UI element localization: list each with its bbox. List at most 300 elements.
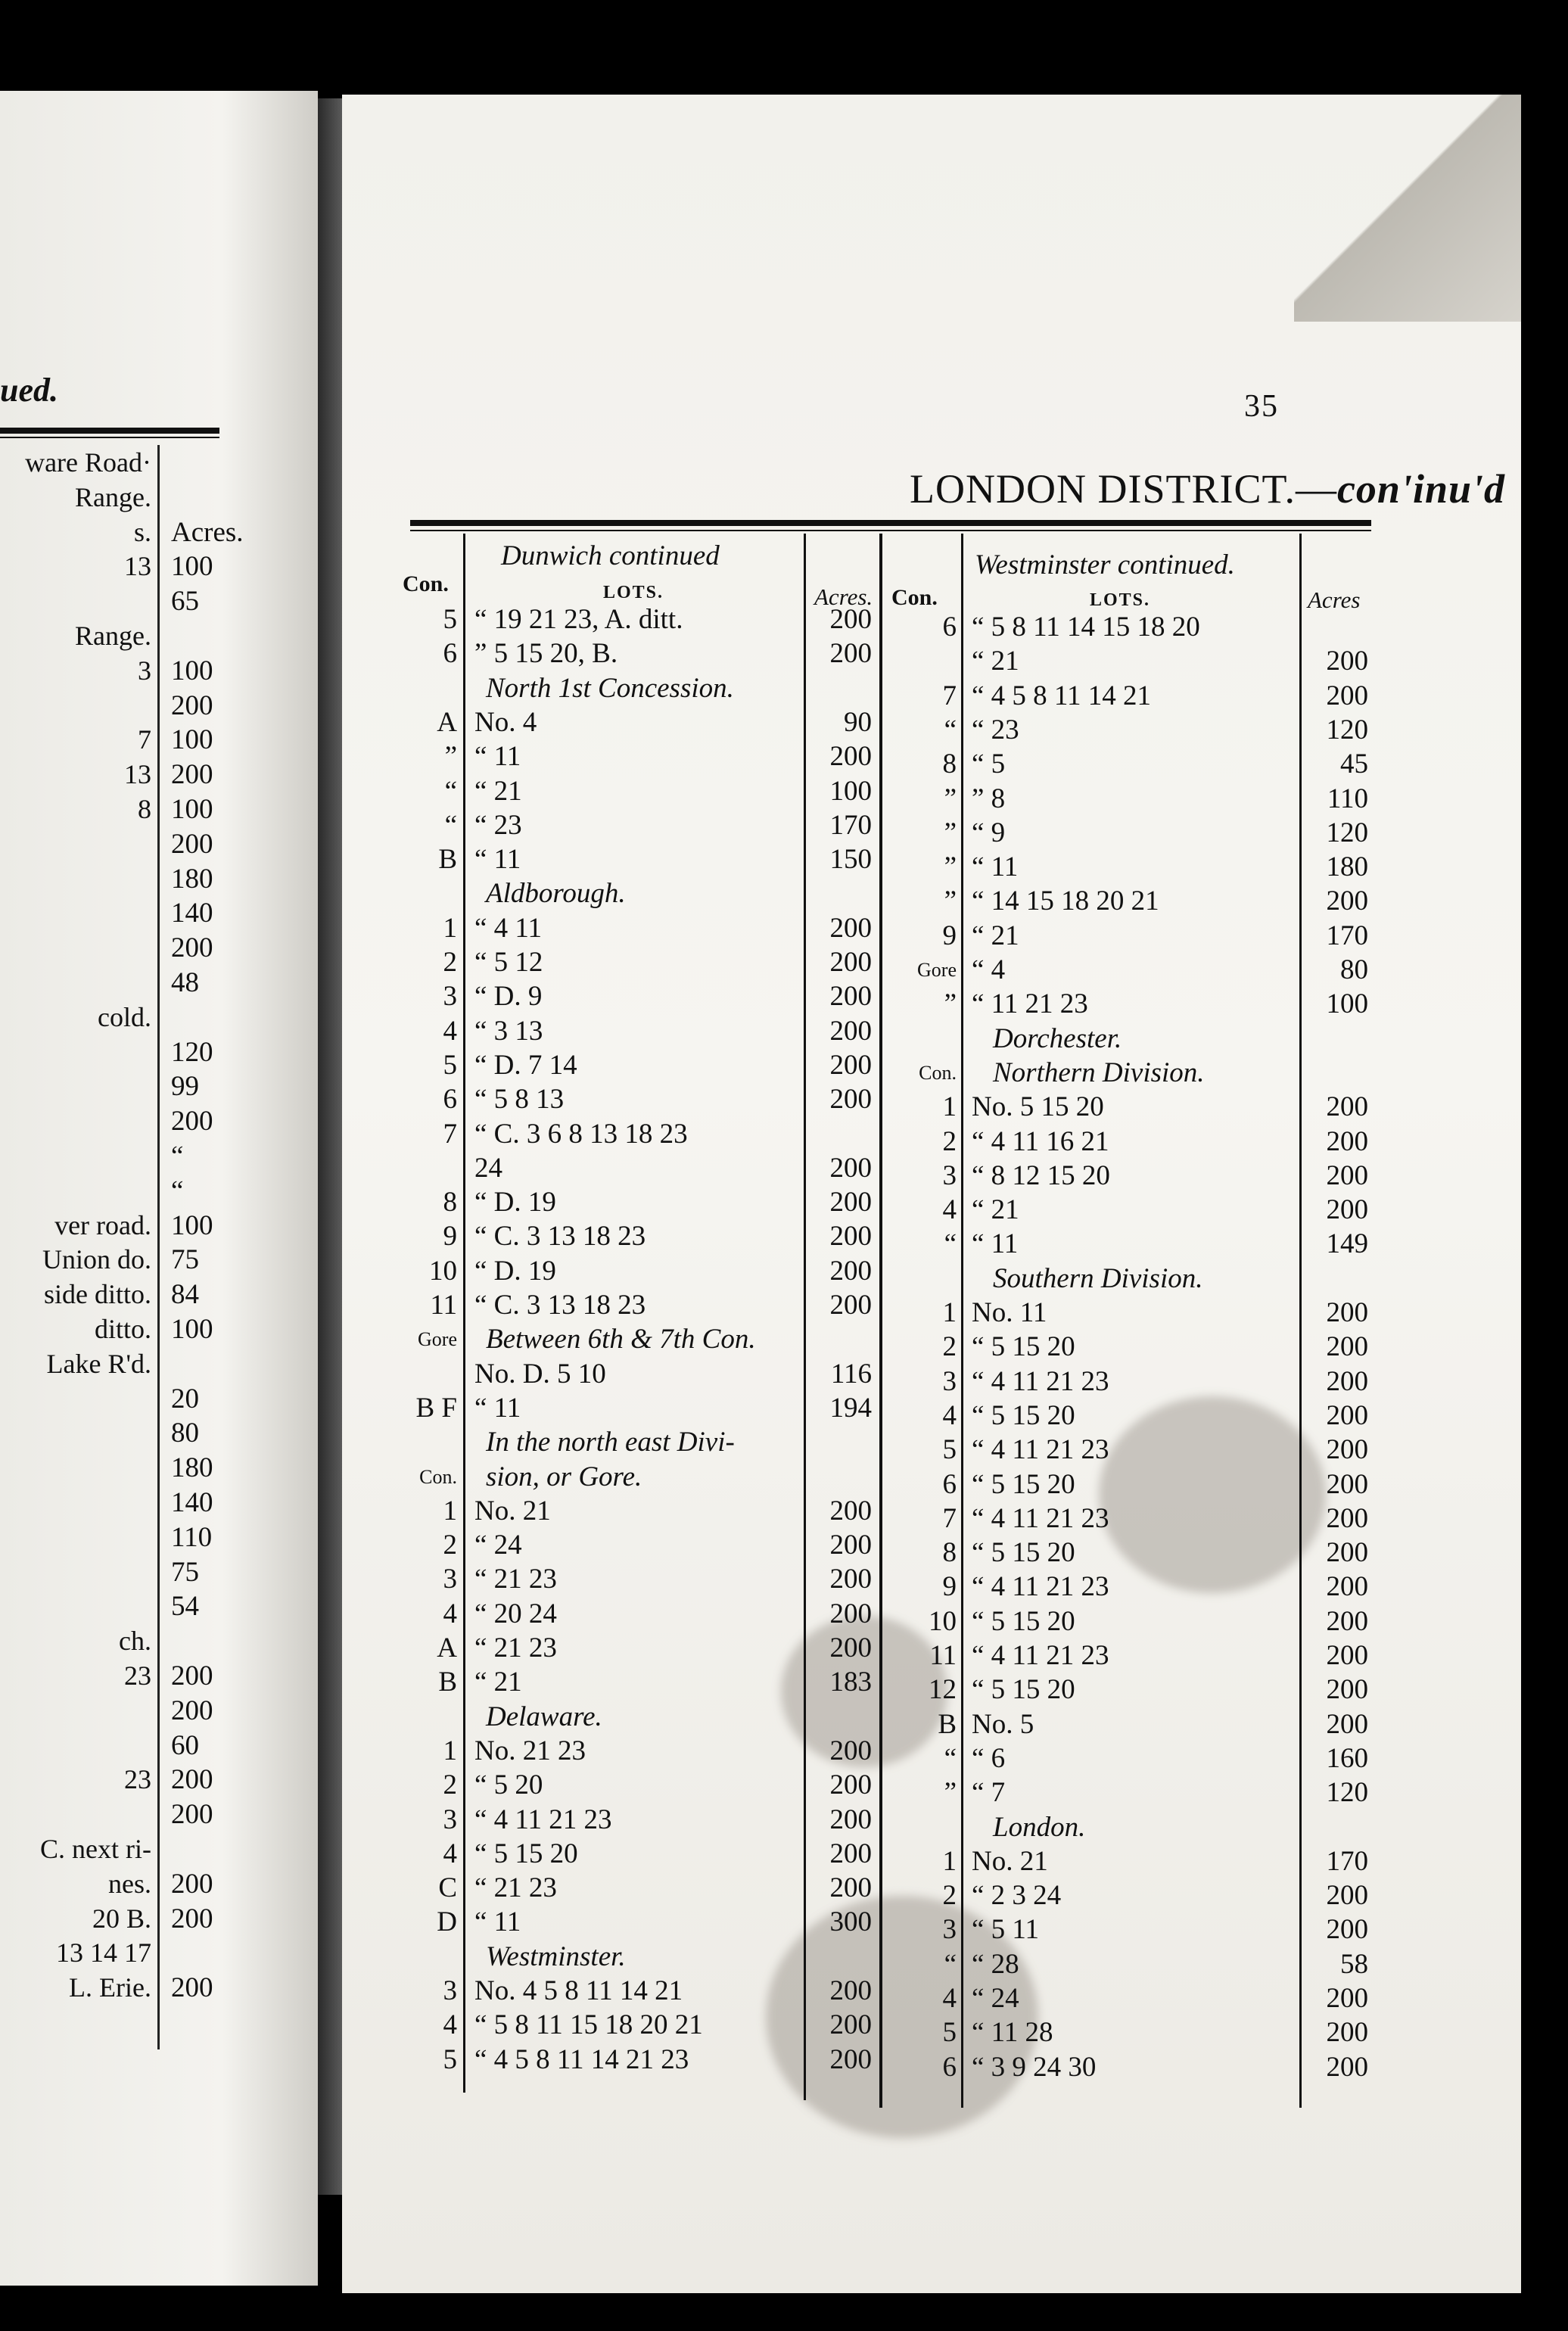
col2-con-cell: 2 — [942, 1880, 957, 1912]
col2-lots-cell: “ 5 15 20 — [972, 1331, 1075, 1363]
col1-con-cell: Gore — [418, 1328, 457, 1351]
col1-acres-cell: 200 — [829, 1803, 872, 1835]
col1-lots-cell: “ 5 8 11 15 18 20 21 — [474, 2009, 703, 2041]
col1-con-cell: 5 — [443, 1049, 457, 1081]
previous-page-acres: 54 — [171, 1591, 199, 1623]
col2-acres-cell: 200 — [1326, 1297, 1368, 1328]
col2-con-cell: 9 — [942, 920, 957, 951]
previous-page-text: 13 14 17 — [56, 1937, 151, 1968]
col1-con-cell: 5 — [443, 2043, 457, 2075]
col2-con-cell: ” — [944, 783, 957, 814]
col1-acres-cell: 116 — [830, 1358, 872, 1390]
col2-lots-cell: No. 5 — [972, 1708, 1034, 1740]
previous-page-acres: 100 — [171, 794, 213, 825]
col1-acres-cell: 194 — [829, 1392, 872, 1424]
col2-lots-cell: No. 11 — [972, 1297, 1047, 1328]
previous-page-acres: 200 — [171, 759, 213, 791]
col2-acres-cell: 200 — [1326, 1331, 1368, 1363]
col2-con-cell: 5 — [942, 1434, 957, 1466]
previous-page-acres: 80 — [171, 1418, 199, 1449]
center-divider — [879, 534, 882, 2108]
col1-acres-cell: 200 — [829, 741, 872, 773]
col1-con-cell: 6 — [443, 638, 457, 670]
col1-lots-cell: “ 11 — [474, 844, 521, 876]
col1-acres-cell: 200 — [829, 1564, 872, 1595]
col2-acres-cell: 200 — [1326, 2017, 1368, 2049]
page-number: 35 — [1244, 389, 1279, 424]
previous-page-text: 3 — [138, 655, 151, 686]
col2-lots-cell: ” 8 — [972, 783, 1006, 814]
header-rule-thick — [410, 520, 1371, 526]
previous-page-text: 7 — [138, 724, 151, 755]
col2-acres-cell: 200 — [1326, 1194, 1368, 1226]
col1-acres-cell: 200 — [829, 1152, 872, 1184]
col2-con-divider — [961, 534, 963, 2108]
col1-lots-cell: “ C. 3 13 18 23 — [474, 1290, 646, 1321]
col1-lots-cell: “ 4 11 21 23 — [474, 1803, 612, 1835]
col2-con-cell: ” — [944, 851, 957, 883]
col1-con-cell: 11 — [430, 1290, 457, 1321]
col1-section-heading: In the north east Divi- — [486, 1427, 735, 1458]
previous-page-acres: 75 — [171, 1244, 199, 1276]
col2-acres-cell: 180 — [1326, 851, 1368, 883]
previous-page-acres: “ — [171, 1141, 184, 1172]
col1-lots-cell: “ 24 — [474, 1530, 522, 1561]
col2-con-cell: ” — [944, 988, 957, 1020]
col2-lots-cell: “ 4 — [972, 954, 1006, 985]
previous-page-acres: 20 — [171, 1383, 199, 1414]
page-35 — [342, 95, 1521, 2293]
col2-con-cell: 9 — [942, 1571, 957, 1603]
col2-con-cell: 8 — [942, 748, 957, 780]
previous-page-acres: 110 — [171, 1521, 213, 1553]
col2-con-cell: 6 — [942, 1468, 957, 1500]
col1-lots-cell: “ D. 19 — [474, 1187, 556, 1218]
previous-page-text: cold. — [98, 1001, 151, 1032]
page-title-main: LONDON DISTRICT.— — [910, 466, 1337, 512]
col2-con-cell: 3 — [942, 1365, 957, 1397]
col1-lots-cell: “ 11 — [474, 1392, 521, 1424]
col1-con-cell: “ — [444, 775, 457, 807]
col1-con-cell: A — [437, 1632, 457, 1663]
col1-acres-cell: 100 — [829, 775, 872, 807]
col1-section-heading: Between 6th & 7th Con. — [486, 1324, 756, 1355]
col2-con-cell: Gore — [917, 959, 957, 981]
col1-lots-cell: “ 5 12 — [474, 947, 543, 978]
col1-con-cell: ” — [444, 741, 457, 773]
col1-acres-cell: 200 — [829, 1495, 872, 1527]
col1-acres-cell: 300 — [829, 1906, 872, 1938]
col1-section-heading: sion, or Gore. — [486, 1461, 642, 1492]
col1-con-cell: D — [437, 1906, 457, 1938]
col2-lots-cell: “ 6 — [972, 1742, 1006, 1774]
col2-acres-cell: 149 — [1326, 1228, 1368, 1260]
col1-con-cell: 10 — [429, 1255, 457, 1287]
previous-page-text: s. — [133, 516, 151, 547]
col1-acres-header: Acres. — [814, 584, 873, 610]
col2-con-cell: 11 — [929, 1640, 957, 1671]
previous-page-acres: 65 — [171, 586, 199, 618]
col2-con-cell: 8 — [942, 1537, 957, 1569]
previous-page-acres: 100 — [171, 655, 213, 686]
col2-lots-cell: “ 4 11 16 21 — [972, 1125, 1109, 1157]
previous-page-acres: 120 — [171, 1036, 213, 1068]
col2-acres-header: Acres — [1308, 587, 1361, 613]
col2-con-cell: ” — [944, 817, 957, 848]
previous-page-acres: 200 — [171, 1764, 213, 1796]
col2-lots-cell: “ 9 — [972, 817, 1006, 848]
previous-page-acres: 200 — [171, 1695, 213, 1726]
col1-con-cell: 3 — [443, 1975, 457, 2006]
previous-page-text: ditto. — [94, 1314, 151, 1344]
previous-page-acres: 200 — [171, 828, 213, 860]
col2-con-cell: 1 — [942, 1845, 957, 1877]
col2-con-cell: 1 — [942, 1091, 957, 1123]
col2-section-heading: Dorchester. — [993, 1022, 1122, 1054]
col1-lots-cell: “ C. 3 13 18 23 — [474, 1221, 646, 1253]
col2-lots-cell: “ 5 15 20 — [972, 1537, 1075, 1569]
col1-con-cell: B — [438, 844, 457, 876]
book-gutter — [318, 98, 342, 2195]
col1-acres-cell: 170 — [829, 809, 872, 841]
col1-acres-cell: 200 — [829, 981, 872, 1013]
previous-page-acres: 60 — [171, 1729, 199, 1761]
col2-lots-cell: No. 21 — [972, 1845, 1048, 1877]
previous-page-text: Union do. — [42, 1244, 151, 1275]
col1-lots-cell: “ 19 21 23, A. ditt. — [474, 604, 683, 635]
col2-acres-cell: 200 — [1326, 1605, 1368, 1637]
col2-lots-cell: “ 7 — [972, 1777, 1006, 1809]
col1-acres-cell: 200 — [829, 1975, 872, 2006]
col2-lots-cell: “ 24 — [972, 1983, 1019, 2014]
col1-con-cell: Con. — [419, 1465, 457, 1488]
col2-acres-cell: 80 — [1340, 954, 1368, 985]
col1-acres-cell: 200 — [829, 1769, 872, 1801]
col2-acres-cell: 170 — [1326, 920, 1368, 951]
col1-section-heading: Aldborough. — [486, 878, 626, 910]
col2-con-cell: ” — [944, 1777, 957, 1809]
previous-page-acres: 200 — [171, 1972, 213, 2004]
col2-acres-cell: 200 — [1326, 1640, 1368, 1671]
col2-con-cell: “ — [944, 1742, 957, 1774]
water-stain — [1099, 1396, 1326, 1593]
col2-con-cell: 10 — [929, 1605, 957, 1637]
col2-lots-cell: “ 4 11 21 23 — [972, 1434, 1109, 1466]
col1-con-cell: 3 — [443, 1803, 457, 1835]
col1-acres-cell: 200 — [829, 947, 872, 978]
previous-page-text: 8 — [138, 794, 151, 824]
col1-con-cell: 5 — [443, 604, 457, 635]
col2-acres-cell: 200 — [1326, 1880, 1368, 1912]
col2-acres-cell: 120 — [1326, 1777, 1368, 1809]
col2-acres-cell: 200 — [1326, 1399, 1368, 1431]
col1-township-header: Dunwich continued — [501, 540, 720, 571]
col1-acres-cell: 200 — [829, 1049, 872, 1081]
col2-con-cell: 12 — [929, 1674, 957, 1706]
col2-acres-cell: 200 — [1326, 1159, 1368, 1191]
col1-lots-cell: No. 4 — [474, 706, 537, 738]
col2-acres-cell: 200 — [1326, 680, 1368, 711]
col1-lots-cell: “ 23 — [474, 809, 522, 841]
previous-page-acres: 180 — [171, 1452, 213, 1484]
col2-acres-cell: 200 — [1326, 1091, 1368, 1123]
page-title-continued: con'inu'd — [1336, 466, 1506, 512]
col1-lots-cell: No. 21 — [474, 1495, 551, 1527]
col2-lots-cell: “ 11 — [972, 851, 1019, 883]
col2-lots-header: LOTS. — [1090, 590, 1151, 610]
previous-page-acres: 200 — [171, 1868, 213, 1900]
col2-lots-cell: “ 5 15 20 — [972, 1674, 1075, 1706]
previous-page-acres: 75 — [171, 1556, 199, 1588]
col2-acres-cell: 120 — [1326, 817, 1368, 848]
col1-lots-cell: “ 21 23 — [474, 1632, 557, 1663]
col2-con-cell: ” — [944, 885, 957, 917]
col1-acres-cell: 90 — [844, 706, 872, 738]
col2-con-cell: “ — [944, 1228, 957, 1260]
col1-lots-header: LOTS. — [603, 583, 664, 602]
previous-page-acres: 200 — [171, 1106, 213, 1137]
col2-acres-cell: 200 — [1326, 1571, 1368, 1603]
previous-page-text: C. next ri- — [40, 1834, 151, 1864]
col2-acres-cell: 58 — [1340, 1948, 1368, 1980]
col1-con-cell: B — [438, 1667, 457, 1698]
col2-lots-cell: “ 28 — [972, 1948, 1019, 1980]
col2-acres-cell: 200 — [1326, 646, 1368, 677]
col1-con-cell: 7 — [443, 1118, 457, 1150]
col2-lots-cell: No. 5 15 20 — [972, 1091, 1104, 1123]
col1-con-cell: 4 — [443, 1598, 457, 1629]
previous-page-fragment — [0, 91, 318, 2286]
previous-page-acres: 200 — [171, 689, 213, 721]
col1-lots-cell: “ 4 5 8 11 14 21 23 — [474, 2043, 689, 2075]
col1-section-heading: North 1st Concession. — [486, 672, 734, 704]
page-title — [910, 465, 1505, 512]
col1-acres-divider — [804, 534, 806, 2100]
col2-con-cell: 4 — [942, 1194, 957, 1226]
col1-con-cell: 1 — [443, 1495, 457, 1527]
previous-page-text: ch. — [119, 1626, 151, 1657]
col2-con-cell: 6 — [942, 612, 957, 643]
col1-section-heading: Delaware. — [486, 1701, 602, 1732]
col2-acres-cell: 120 — [1326, 714, 1368, 745]
col1-lots-cell: No. 21 23 — [474, 1735, 586, 1766]
col2-con-cell: “ — [944, 714, 957, 745]
col2-lots-cell: “ 21 — [972, 920, 1019, 951]
col2-lots-cell: “ 5 — [972, 748, 1006, 780]
col2-lots-cell: “ 21 — [972, 1194, 1019, 1226]
previous-page-acres: 99 — [171, 1071, 199, 1103]
col2-lots-cell: “ 4 5 8 11 14 21 — [972, 680, 1152, 711]
previous-page-text: 23 — [124, 1660, 151, 1691]
col2-acres-cell: 200 — [1326, 1434, 1368, 1466]
col2-lots-cell: “ 11 — [972, 1228, 1019, 1260]
previous-page-acres: 84 — [171, 1279, 199, 1311]
col1-acres-cell: 200 — [829, 1255, 872, 1287]
previous-page-text: side ditto. — [44, 1279, 151, 1310]
col2-lots-cell: “ 5 11 — [972, 1914, 1040, 1946]
col1-acres-cell: 200 — [829, 1735, 872, 1766]
col2-lots-cell: “ 2 3 24 — [972, 1880, 1062, 1912]
previous-page-acres: 200 — [171, 932, 213, 964]
col1-con-cell: 6 — [443, 1084, 457, 1116]
col2-acres-cell: 200 — [1326, 2051, 1368, 2083]
previous-page-acres: 48 — [171, 967, 199, 998]
col2-acres-cell: 200 — [1326, 1674, 1368, 1706]
col1-con-cell: A — [437, 706, 457, 738]
col1-acres-cell: 200 — [829, 604, 872, 635]
col2-acres-cell: 100 — [1326, 988, 1368, 1020]
col1-lots-cell: “ D. 9 — [474, 981, 543, 1013]
previous-page-text: 20 B. — [92, 1903, 151, 1934]
col2-lots-cell: “ 5 15 20 — [972, 1399, 1075, 1431]
col1-con-cell: 9 — [443, 1221, 457, 1253]
col1-lots-cell: “ 11 — [474, 741, 521, 773]
col1-con-cell: 1 — [443, 912, 457, 944]
previous-page-text: 13 — [124, 759, 151, 790]
previous-page-text: ware Road· — [25, 447, 151, 478]
previous-page-text: Lake R'd. — [46, 1348, 151, 1379]
previous-page-acres: 100 — [171, 551, 213, 583]
col1-con-divider — [463, 534, 465, 2093]
previous-page-acres: 200 — [171, 1660, 213, 1691]
previous-page-acres: 140 — [171, 1487, 213, 1518]
col2-lots-cell: “ 5 15 20 — [972, 1468, 1075, 1500]
previous-page-text: ver road. — [54, 1209, 151, 1240]
col2-acres-cell: 200 — [1326, 1365, 1368, 1397]
col1-acres-cell: 200 — [829, 1290, 872, 1321]
col2-con-cell: 7 — [942, 680, 957, 711]
col2-section-heading: London. — [993, 1811, 1086, 1843]
previous-page-text: Range. — [75, 621, 151, 651]
previous-page-acres: 140 — [171, 898, 213, 929]
previous-page-acres: 100 — [171, 1314, 213, 1345]
previous-page-acres: “ — [171, 1175, 184, 1206]
col2-con-cell: 5 — [942, 2017, 957, 2049]
col2-lots-cell: “ 11 28 — [972, 2017, 1053, 2049]
col1-lots-cell: “ 5 8 13 — [474, 1084, 565, 1116]
col1-lots-cell: “ D. 19 — [474, 1255, 556, 1287]
col1-acres-cell: 150 — [829, 844, 872, 876]
col2-acres-cell: 110 — [1327, 783, 1368, 814]
col2-con-cell: 6 — [942, 2051, 957, 2083]
col1-lots-cell: “ C. 3 6 8 13 18 23 — [474, 1118, 688, 1150]
col2-lots-cell: “ 5 8 11 14 15 18 20 — [972, 612, 1200, 643]
col1-lots-cell: “ 3 13 — [474, 1015, 543, 1047]
col1-lots-cell: “ 21 23 — [474, 1872, 557, 1904]
col2-lots-cell: “ 5 15 20 — [972, 1605, 1075, 1637]
col2-con-cell: 3 — [942, 1914, 957, 1946]
col1-con-cell: 2 — [443, 1530, 457, 1561]
col2-lots-cell: “ 3 9 24 30 — [972, 2051, 1097, 2083]
col1-con-cell: 4 — [443, 1838, 457, 1869]
col1-acres-cell: 200 — [829, 1530, 872, 1561]
previous-page-text: 23 — [124, 1764, 151, 1795]
col2-acres-cell: 45 — [1340, 748, 1368, 780]
col2-con-cell: 4 — [942, 1399, 957, 1431]
col2-lots-cell: “ 21 — [972, 646, 1019, 677]
col1-con-header: Con. — [403, 571, 449, 596]
col1-con-cell: 3 — [443, 981, 457, 1013]
col2-section-heading: Southern Division. — [993, 1262, 1203, 1294]
col2-acres-cell: 200 — [1326, 1983, 1368, 2014]
previous-page-text: nes. — [108, 1868, 151, 1899]
col1-con-cell: 8 — [443, 1187, 457, 1218]
col2-lots-cell: “ 8 12 15 20 — [972, 1159, 1110, 1191]
col1-lots-cell: “ 11 — [474, 1906, 521, 1938]
col1-section-heading: Westminster. — [486, 1940, 626, 1972]
col1-con-cell: 1 — [443, 1735, 457, 1766]
col1-lots-cell: No. D. 5 10 — [474, 1358, 606, 1390]
col2-con-cell: B — [938, 1708, 957, 1740]
col2-acres-cell: 200 — [1326, 1914, 1368, 1946]
col1-acres-cell: 200 — [829, 1221, 872, 1253]
col1-acres-cell: 183 — [829, 1667, 872, 1698]
col2-acres-divider — [1299, 534, 1302, 2108]
col2-section-heading: Northern Division. — [993, 1057, 1205, 1088]
col2-lots-cell: “ 14 15 18 20 21 — [972, 885, 1159, 917]
col2-acres-cell: 170 — [1326, 1845, 1368, 1877]
col1-lots-cell: No. 4 5 8 11 14 21 — [474, 1975, 683, 2006]
col2-con-cell: 2 — [942, 1125, 957, 1157]
previous-page-rule — [0, 428, 219, 434]
col1-acres-cell: 200 — [829, 1015, 872, 1047]
col2-acres-cell: 200 — [1326, 1502, 1368, 1534]
col1-con-cell: 4 — [443, 1015, 457, 1047]
col1-acres-cell: 200 — [829, 1632, 872, 1663]
col1-acres-cell: 200 — [829, 638, 872, 670]
col1-con-cell: C — [438, 1872, 457, 1904]
col2-con-header: Con. — [891, 585, 938, 610]
previous-page-text: Range. — [75, 481, 151, 512]
col2-con-cell: 3 — [942, 1159, 957, 1191]
col2-lots-cell: “ 4 11 21 23 — [972, 1640, 1109, 1671]
col1-con-cell: 2 — [443, 1769, 457, 1801]
col1-con-cell: 4 — [443, 2009, 457, 2041]
previous-page-acres: 200 — [171, 1799, 213, 1831]
col1-lots-cell: “ 20 24 — [474, 1598, 557, 1629]
col1-acres-cell: 200 — [829, 912, 872, 944]
col2-lots-cell: “ 4 11 21 23 — [972, 1571, 1109, 1603]
col2-acres-cell: 160 — [1326, 1742, 1368, 1774]
col1-acres-cell: 200 — [829, 1872, 872, 1904]
col2-con-cell: 2 — [942, 1331, 957, 1363]
col2-acres-cell: 200 — [1326, 885, 1368, 917]
col2-lots-cell: “ 4 11 21 23 — [972, 1365, 1109, 1397]
col2-township-header: Westminster continued. — [975, 549, 1235, 580]
previous-page-text: L. Erie. — [69, 1972, 151, 2003]
col2-con-cell: 7 — [942, 1502, 957, 1534]
col1-lots-cell: “ D. 7 14 — [474, 1049, 577, 1081]
previous-page-acres: Acres. — [171, 516, 244, 548]
col1-con-cell: 3 — [443, 1564, 457, 1595]
previous-page-title: ued. — [0, 372, 58, 409]
col2-con-cell: “ — [944, 1948, 957, 1980]
previous-page-column-divider — [157, 445, 160, 2049]
col2-acres-cell: 200 — [1326, 1708, 1368, 1740]
col1-acres-cell: 200 — [829, 2043, 872, 2075]
col2-acres-cell: 200 — [1326, 1125, 1368, 1157]
col1-acres-cell: 200 — [829, 1187, 872, 1218]
col1-lots-cell: ” 5 15 20, B. — [474, 638, 618, 670]
previous-page-acres: 200 — [171, 1903, 213, 1934]
col2-con-cell: Con. — [919, 1061, 957, 1084]
col1-acres-cell: 200 — [829, 1598, 872, 1629]
col1-lots-cell: “ 21 — [474, 1667, 522, 1698]
col1-acres-cell: 200 — [829, 1838, 872, 1869]
previous-page-acres: 100 — [171, 1209, 213, 1241]
col1-lots-cell: “ 5 20 — [474, 1769, 543, 1801]
col1-lots-cell: “ 5 15 20 — [474, 1838, 578, 1869]
